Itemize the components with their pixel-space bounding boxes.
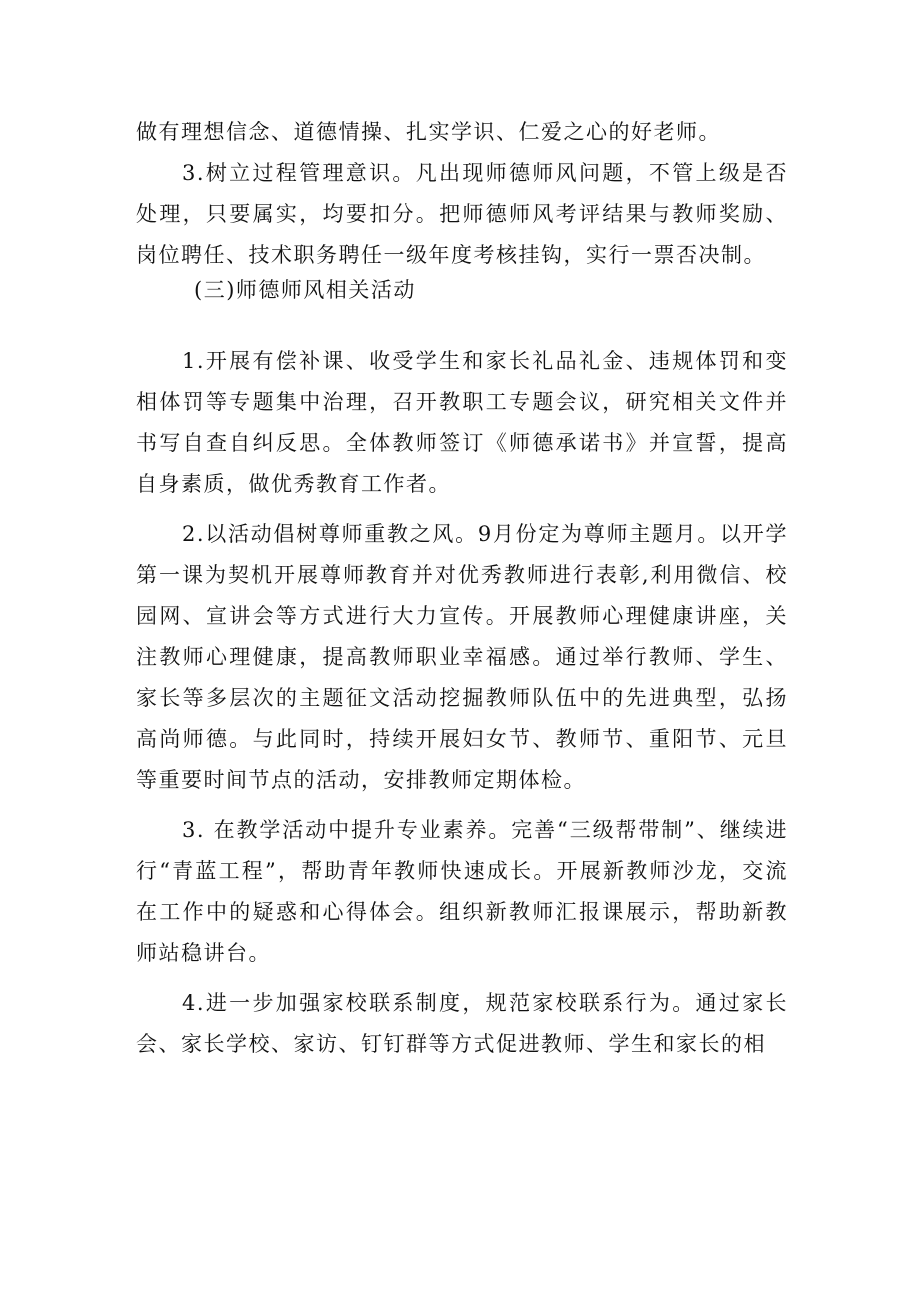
continuation-paragraph: 做有理想信念、道德情操、扎实学识、仁爱之心的好老师。 (136, 120, 721, 144)
activity-paragraph-3: 3. 在教学活动中提升专业素养。完善“三级帮带制”、继续进行“青蓝工程”，帮助青年教师快速成长。开展新教师沙龙，交流在工作中的疑惑和心得体会。组织新教师汇报课展示，帮助新教师站稳讲台。 (136, 818, 788, 965)
activity-paragraph-1: 1.开展有偿补课、收受学生和家长礼品礼金、违规体罚和变相体罚等专题集中治理，召开教职工专题会议，研究相关文件并书写自查自纠反思。全体教师签订《师德承诺书》并宣誓，提高自身素质，做优秀教育工作者。 (136, 349, 788, 496)
document-body (136, 112, 788, 1065)
activity-paragraph-2: 2.以活动倡树尊师重教之风。9月份定为尊师主题月。以开学第一课为契机开展尊师教育并对优秀教师进行表彰,利用微信、校园网、宣讲会等方式进行大力宣传。开展教师心理健康讲座，关注教师心理健康，提高教师职业幸福感。通过举行教师、学生、家长等多层次的主题征文活动挖掘教师队伍中的先进典型，弘扬高尚师德。与此同时，持续开展妇女节、教师节、重阳节、元旦等重要时间节点的活动，安排教师定期体检。 (136, 522, 788, 792)
paragraph-process-management: 3.树立过程管理意识。凡出现师德师风问题，不管上级是否处理，只要属实，均要扣分。把师德师风考评结果与教师奖励、岗位聘任、技术职务聘任一级年度考核挂钩，实行一票否决制。 (136, 161, 788, 267)
section-heading: (三)师德师风相关活动 (194, 278, 416, 302)
activity-paragraph-4: 4.进一步加强家校联系制度，规范家校联系行为。通过家长会、家长学校、家访、钉钉群等方式促进教师、学生和家长的相 (136, 991, 788, 1056)
